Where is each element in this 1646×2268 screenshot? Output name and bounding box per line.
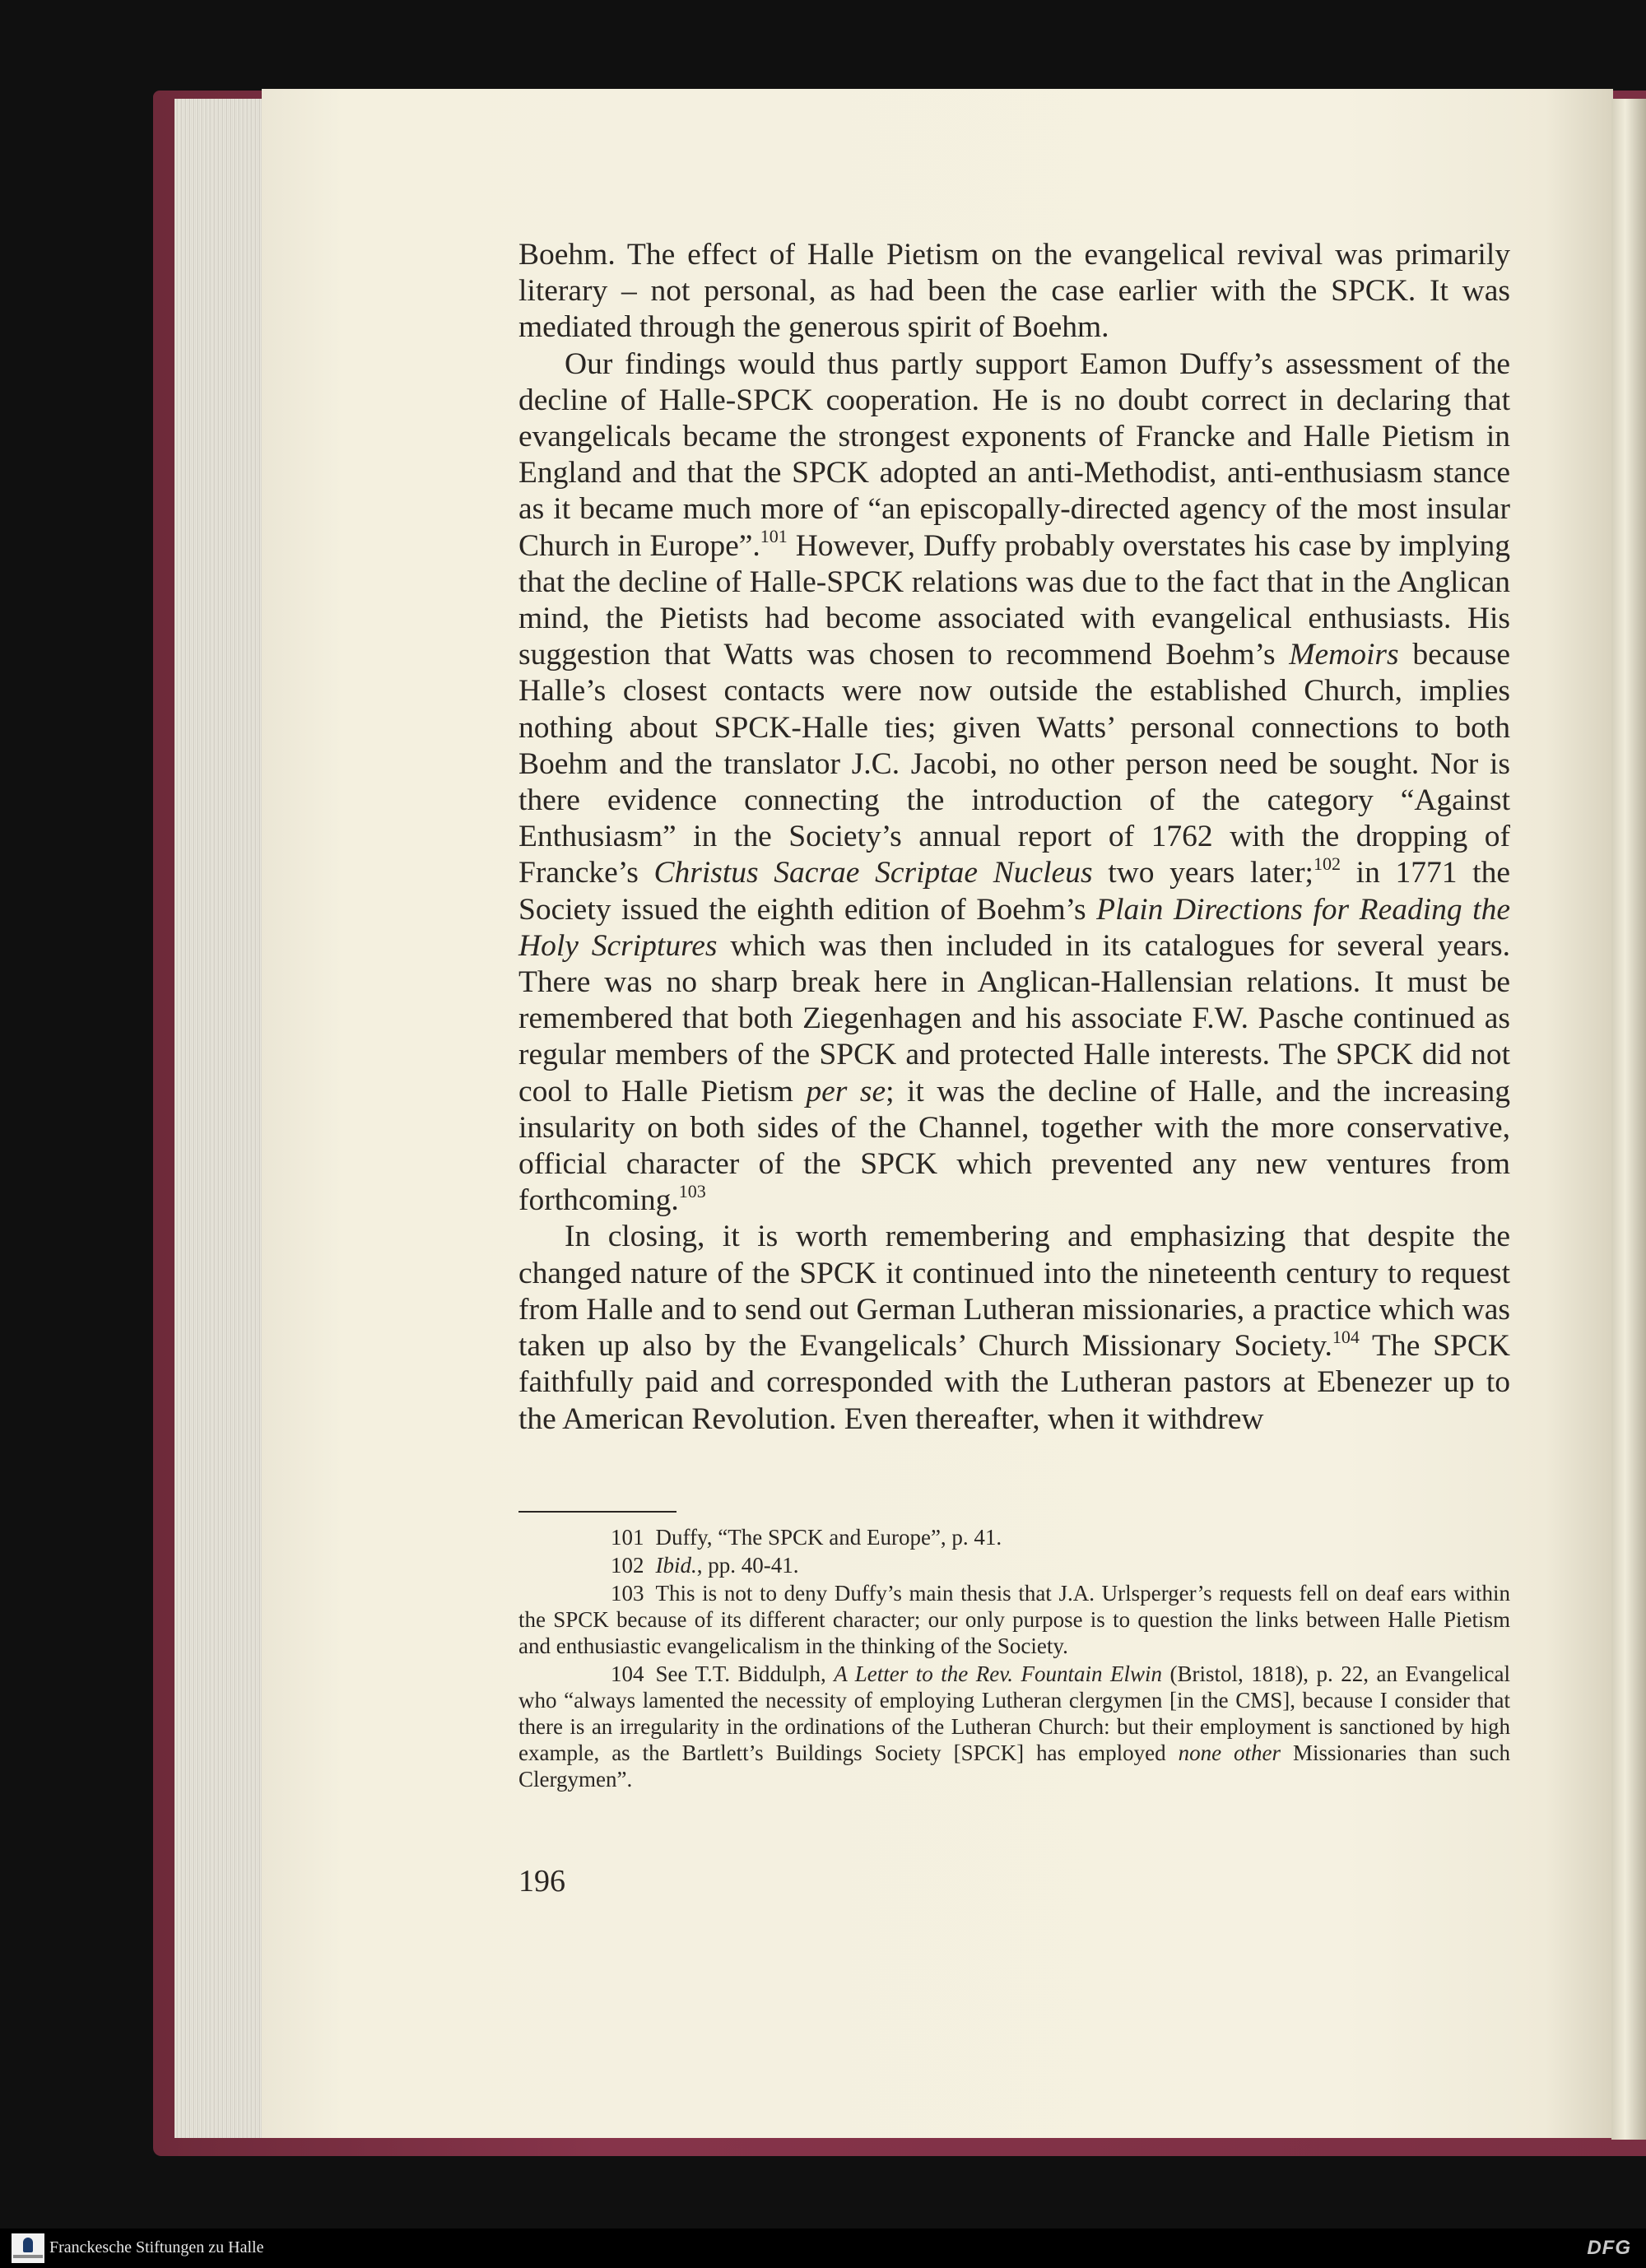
- text-run: The SPCK faithfully paid and corresponded with the Lutheran pastors at Ebenezer up to the American Revolution. Even thereafter, when it withdrew: [518, 1329, 1510, 1436]
- text-run: two years later;: [1092, 856, 1314, 890]
- text-run: However, Duffy probably overstates his case by implying that the decline of Halle-SPCK relations was due to the fact that in the Anglican mind, the Pietists had become associated with evangelical enthusiasts. His suggestion that Watts was chosen to recommend Boehm’s: [518, 528, 1510, 672]
- footnote-number: 102: [611, 1553, 644, 1578]
- text-run: ; it was the decline of Halle, and the increasing insularity on both sides of the Channel, together with the more conservative, official character of the SPCK which prevented any new ventures from forthcoming.: [518, 1074, 1510, 1218]
- paragraph-1: [518, 237, 1510, 346]
- institution-name[interactable]: Franckesche Stiftungen zu Halle: [49, 2238, 264, 2256]
- footnotes: [518, 1524, 1510, 1794]
- text-run: Our findings would thus partly support Eamon Duffy’s assessment of the decline of Halle-SPCK cooperation. He is no doubt correct in declaring that evangelicals became the strongest exponents of Francke and Halle Pietism in England and that the SPCK adopted an anti-Methodist, anti-enthusiasm stance as it became much more of “an episcopally-directed agency of the most insular Church in Europe”.: [518, 346, 1510, 563]
- footnote-number: 101: [611, 1525, 644, 1550]
- footnote-rule: [518, 1511, 677, 1513]
- footnote-number: 103: [611, 1581, 644, 1606]
- footnote-104: [518, 1661, 1510, 1792]
- paragraph-2: [518, 346, 1510, 1220]
- footnote-number: 104: [611, 1661, 644, 1686]
- text-run: This is not to deny Duffy’s main thesis that J.A. Urlsperger’s requests fell on deaf ears within the SPCK because of its different character; our only purpose is to question the links between Halle Pietism and enthusiastic evangelicalism in the thinking of the Society.: [518, 1581, 1510, 1658]
- italic-text: none other: [1178, 1741, 1281, 1765]
- paragraph-3: [518, 1219, 1510, 1437]
- text-run: , pp. 40-41.: [696, 1553, 799, 1578]
- italic-text: per se: [806, 1074, 886, 1108]
- footnote-ref: 102: [1313, 853, 1341, 874]
- footnote-102: [518, 1552, 1510, 1578]
- text-run: Missionaries than such Clergymen”.: [518, 1741, 1510, 1792]
- italic-text: Christus Sacrae Scriptae Nucleus: [653, 856, 1093, 890]
- viewer-footer: [0, 2228, 1646, 2268]
- italic-text: Plain Directions for Reading the Holy Scriptures: [518, 892, 1510, 963]
- italic-text: A Letter to the Rev. Fountain Elwin: [834, 1661, 1163, 1686]
- text-run: in 1771 the Society issued the eighth edition of Boehm’s: [518, 856, 1510, 927]
- dfg-logo[interactable]: DFG: [1587, 2237, 1631, 2259]
- italic-text: Ibid.: [655, 1553, 697, 1578]
- text-run: Duffy, “The SPCK and Europe”, p. 41.: [655, 1525, 1002, 1550]
- footnote-ref: 104: [1332, 1326, 1360, 1347]
- text-run: See T.T. Biddulph,: [655, 1661, 835, 1686]
- text-run: Boehm. The effect of Halle Pietism on the evangelical revival was primarily literary – not personal, as had been the case earlier with the SPCK. It was mediated through the generous spirit of Boehm.: [518, 238, 1510, 345]
- text-run: which was then included in its catalogues for several years. There was no sharp break here in Anglican-Hallensian relations. It must be remembered that both Ziegenhagen and his associate F.W. Pasche continued as regular members of the SPCK and protected Halle interests. The SPCK did not cool to Halle Pietism: [518, 928, 1510, 1108]
- footnote-103: [518, 1580, 1510, 1659]
- body-text: [518, 237, 1510, 1438]
- footnote-ref: 103: [678, 1180, 706, 1201]
- page-number: 196: [518, 1864, 565, 1899]
- footnote-ref: 101: [760, 526, 788, 547]
- page-edges: [174, 99, 269, 2138]
- footnote-101: [518, 1524, 1510, 1550]
- text-run: (Bristol, 1818), p. 22, an Evangelical who “always lamented the necessity of employing Lutheran clergymen [in the CMS], because I consider that there is an irregularity in the ordinations of the Lutheran Church: but their employment is sanctioned by high example, as the Bartlett’s Buildings Society [SPCK] has employed: [518, 1661, 1510, 1765]
- italic-text: Memoirs: [1289, 638, 1399, 672]
- page-gutter-edge: [1611, 99, 1646, 2140]
- text-run: In closing, it is worth remembering and emphasizing that despite the changed nature of the SPCK it continued into the nineteenth century to request from Halle and to send out German Lutheran missionaries, a practice which was taken up also by the Evangelicals’ Church Missionary Society.: [518, 1220, 1510, 1364]
- text-run: because Halle’s closest contacts were now outside the established Church, implies nothing about SPCK-Halle ties; given Watts’ personal connections to both Boehm and the translator J.C. Jacobi, no other person need be sought. Nor is there evidence connecting the introduction of the category “Against Enthusiasm” in the Society’s annual report of 1762 with the dropping of Francke’s: [518, 638, 1511, 890]
- franckesche-stiftungen-logo-icon[interactable]: [12, 2233, 44, 2263]
